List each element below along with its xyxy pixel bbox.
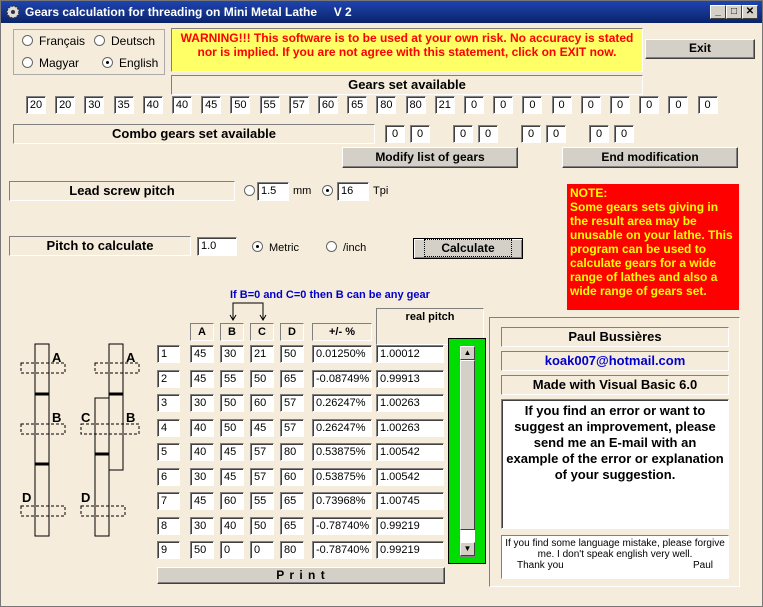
- result-cell-n[interactable]: 6: [157, 468, 180, 486]
- result-cell-d[interactable]: 65: [280, 517, 304, 535]
- result-cell-a[interactable]: 30: [190, 468, 214, 486]
- radio-dot-selected: [252, 241, 263, 252]
- gear-input[interactable]: 0: [522, 96, 542, 114]
- result-cell-pct[interactable]: 0.26247%: [312, 419, 372, 437]
- gear-input[interactable]: 65: [347, 96, 367, 114]
- diagram-label-right-c: C: [81, 410, 91, 425]
- result-cell-real[interactable]: 1.00263: [376, 394, 444, 412]
- thanks-text: Thank you: [517, 560, 564, 571]
- gear-input[interactable]: 0: [698, 96, 718, 114]
- result-cell-n[interactable]: 9: [157, 541, 180, 559]
- gears-set-label: Gears set available: [171, 75, 643, 95]
- results-scrollbar[interactable]: [459, 345, 476, 557]
- scroll-thumb[interactable]: [460, 360, 475, 530]
- radio-inch[interactable]: /inch: [326, 240, 366, 254]
- gear-input[interactable]: 0: [552, 96, 572, 114]
- result-cell-real[interactable]: 0.99219: [376, 517, 444, 535]
- result-cell-real[interactable]: 1.00012: [376, 345, 444, 363]
- result-cell-real[interactable]: 0.99913: [376, 370, 444, 388]
- gear-input[interactable]: 0: [581, 96, 601, 114]
- modify-gears-button[interactable]: Modify list of gears: [342, 147, 518, 168]
- print-button[interactable]: P r i n t: [157, 567, 445, 584]
- result-cell-d[interactable]: 60: [280, 468, 304, 486]
- radio-dot-selected: [102, 57, 113, 68]
- combo-gear-input[interactable]: 0: [614, 125, 634, 143]
- result-cell-b[interactable]: 30: [220, 345, 244, 363]
- result-cell-pct[interactable]: 0.53875%: [312, 468, 372, 486]
- diagram-label-right-d: D: [81, 490, 91, 505]
- diagram-label-right-a: A: [126, 350, 136, 365]
- scroll-down-arrow-icon[interactable]: ▼: [460, 542, 475, 556]
- result-cell-a[interactable]: 45: [190, 370, 214, 388]
- radio-dot: [244, 185, 255, 196]
- result-cell-b[interactable]: 55: [220, 370, 244, 388]
- result-cell-a[interactable]: 30: [190, 394, 214, 412]
- end-modification-button[interactable]: End modification: [562, 147, 738, 168]
- gear-input[interactable]: 35: [114, 96, 134, 114]
- diagram-label-left-a: A: [52, 350, 62, 365]
- radio-dot: [94, 35, 105, 46]
- calculate-button[interactable]: Calculate: [413, 238, 523, 259]
- pitch-calc-label: Pitch to calculate: [9, 236, 191, 256]
- result-cell-b[interactable]: 45: [220, 468, 244, 486]
- result-cell-d[interactable]: 65: [280, 492, 304, 510]
- result-cell-c[interactable]: 57: [250, 443, 274, 461]
- lead-screw-mm-input[interactable]: 1.5: [257, 182, 289, 201]
- result-cell-d[interactable]: 57: [280, 394, 304, 412]
- result-cell-b[interactable]: 40: [220, 517, 244, 535]
- author-email-link[interactable]: koak007@hotmail.com: [501, 351, 729, 371]
- result-cell-a[interactable]: 50: [190, 541, 214, 559]
- warning-text: WARNING!!! This software is to be used at your own risk. No accuracy is stated nor is implied. If you are not agree with this statement, click on EXIT now.: [171, 28, 643, 72]
- combo-gear-input[interactable]: 0: [385, 125, 405, 143]
- result-cell-real[interactable]: 1.00745: [376, 492, 444, 510]
- note-title: NOTE:: [570, 186, 608, 200]
- gear-input[interactable]: 0: [493, 96, 513, 114]
- combo-gear-input[interactable]: 0: [410, 125, 430, 143]
- result-cell-c[interactable]: 50: [250, 370, 274, 388]
- result-cell-pct[interactable]: -0.78740%: [312, 541, 372, 559]
- gear-input[interactable]: 0: [639, 96, 659, 114]
- result-cell-pct[interactable]: 0.53875%: [312, 443, 372, 461]
- result-cell-c[interactable]: 50: [250, 517, 274, 535]
- result-cell-b[interactable]: 50: [220, 419, 244, 437]
- gear-input[interactable]: 60: [318, 96, 338, 114]
- col-d-header: D: [280, 323, 304, 341]
- gear-input[interactable]: 20: [26, 96, 46, 114]
- lead-screw-label: Lead screw pitch: [9, 181, 235, 201]
- combo-gear-input[interactable]: 0: [589, 125, 609, 143]
- result-cell-n[interactable]: 5: [157, 443, 180, 461]
- real-pitch-header: real pitch: [376, 308, 484, 345]
- result-cell-d[interactable]: 50: [280, 345, 304, 363]
- diagram-label-left-d: D: [22, 490, 32, 505]
- lead-screw-tpi-input[interactable]: 16: [337, 182, 369, 201]
- window-title: Gears calculation for threading on Mini Metal Lathe V 2: [25, 5, 352, 19]
- gear-app-icon: [5, 4, 21, 20]
- result-cell-real[interactable]: 1.00542: [376, 443, 444, 461]
- diagram-label-left-b: B: [52, 410, 62, 425]
- note-text: Some gears sets giving in the result area may be unusable on your lathe. This program can be used to calculate gears for a wide range of lathes and also a wide range of gears set.: [570, 200, 733, 298]
- combo-gear-input[interactable]: 0: [478, 125, 498, 143]
- exit-button[interactable]: Exit: [645, 39, 755, 59]
- result-cell-n[interactable]: 2: [157, 370, 180, 388]
- gear-input[interactable]: 0: [464, 96, 484, 114]
- result-cell-n[interactable]: 1: [157, 345, 180, 363]
- result-cell-a[interactable]: 40: [190, 419, 214, 437]
- gear-input[interactable]: 55: [260, 96, 280, 114]
- pitch-value-input[interactable]: 1.0: [197, 237, 237, 256]
- gear-input[interactable]: 50: [230, 96, 250, 114]
- result-cell-real[interactable]: 0.99219: [376, 541, 444, 559]
- col-a-header: A: [190, 323, 214, 341]
- result-cell-c[interactable]: 21: [250, 345, 274, 363]
- signature-text: Paul: [692, 560, 713, 571]
- result-cell-pct[interactable]: 0.73968%: [312, 492, 372, 510]
- minimize-button[interactable]: _: [710, 5, 726, 19]
- radio-deutsch[interactable]: Deutsch: [94, 34, 155, 48]
- result-cell-c[interactable]: 0: [250, 541, 274, 559]
- tpi-unit-label: Tpi: [373, 185, 389, 197]
- gear-input[interactable]: 30: [84, 96, 104, 114]
- result-cell-a[interactable]: 45: [190, 345, 214, 363]
- title-bar: [1, 1, 762, 23]
- result-cell-pct[interactable]: -0.08749%: [312, 370, 372, 388]
- col-c-header: C: [250, 323, 274, 341]
- radio-dot-selected: [322, 185, 333, 196]
- col-pct-header: +/- %: [312, 323, 372, 341]
- result-cell-a[interactable]: 45: [190, 492, 214, 510]
- gear-input[interactable]: 0: [668, 96, 688, 114]
- radio-magyar[interactable]: Magyar: [22, 56, 79, 70]
- gear-input[interactable]: 40: [172, 96, 192, 114]
- radio-dot: [22, 57, 33, 68]
- result-cell-d[interactable]: 80: [280, 443, 304, 461]
- feedback-message: If you find an error or want to suggest an improvement, please send me an E-mail with an example of the error or explanation of your suggestion.: [501, 399, 729, 529]
- result-cell-pct[interactable]: 0.26247%: [312, 394, 372, 412]
- combo-gear-input[interactable]: 0: [453, 125, 473, 143]
- made-with-label: Made with Visual Basic 6.0: [501, 375, 729, 395]
- result-cell-a[interactable]: 40: [190, 443, 214, 461]
- result-cell-b[interactable]: 60: [220, 492, 244, 510]
- note-box: [567, 184, 739, 310]
- result-cell-d[interactable]: 80: [280, 541, 304, 559]
- radio-francais[interactable]: Français: [22, 34, 85, 48]
- result-cell-b[interactable]: 45: [220, 443, 244, 461]
- result-cell-n[interactable]: 7: [157, 492, 180, 510]
- hint-text: If B=0 and C=0 then B can be any gear: [230, 289, 430, 301]
- radio-metric[interactable]: Metric: [252, 240, 299, 254]
- language-note-box: [501, 535, 729, 579]
- combo-gear-input[interactable]: 0: [546, 125, 566, 143]
- result-cell-c[interactable]: 57: [250, 468, 274, 486]
- combo-gears-label: Combo gears set available: [13, 124, 375, 144]
- result-cell-d[interactable]: 65: [280, 370, 304, 388]
- radio-dot: [22, 35, 33, 46]
- gear-input[interactable]: 21: [435, 96, 455, 114]
- gear-input[interactable]: 20: [55, 96, 75, 114]
- mm-unit-label: mm: [293, 185, 312, 197]
- result-cell-c[interactable]: 60: [250, 394, 274, 412]
- result-cell-a[interactable]: 30: [190, 517, 214, 535]
- result-cell-pct[interactable]: -0.78740%: [312, 517, 372, 535]
- diagram-label-right-b: B: [126, 410, 136, 425]
- results-scroll-panel: [448, 338, 486, 564]
- result-cell-c[interactable]: 45: [250, 419, 274, 437]
- gear-input[interactable]: 80: [406, 96, 426, 114]
- signature-row: [505, 560, 725, 571]
- gear-input[interactable]: 80: [376, 96, 396, 114]
- result-cell-n[interactable]: 8: [157, 517, 180, 535]
- scroll-track[interactable]: [460, 530, 475, 542]
- result-cell-d[interactable]: 57: [280, 419, 304, 437]
- gear-input[interactable]: 45: [201, 96, 221, 114]
- gear-input[interactable]: 40: [143, 96, 163, 114]
- combo-gear-input[interactable]: 0: [521, 125, 541, 143]
- result-cell-pct[interactable]: 0.01250%: [312, 345, 372, 363]
- radio-dot: [326, 241, 337, 252]
- gear-input[interactable]: 0: [610, 96, 630, 114]
- result-cell-real[interactable]: 1.00263: [376, 419, 444, 437]
- result-cell-n[interactable]: 4: [157, 419, 180, 437]
- result-cell-n[interactable]: 3: [157, 394, 180, 412]
- result-cell-real[interactable]: 1.00542: [376, 468, 444, 486]
- gear-input[interactable]: 57: [289, 96, 309, 114]
- radio-english[interactable]: English: [102, 56, 158, 70]
- maximize-button[interactable]: □: [726, 5, 742, 19]
- language-note: If you find some language mistake, please forgive me. I don't speak english very well.: [505, 538, 725, 560]
- close-button[interactable]: ✕: [742, 5, 758, 19]
- bc-arrows-icon: [225, 299, 275, 323]
- col-b-header: B: [220, 323, 244, 341]
- result-cell-b[interactable]: 50: [220, 394, 244, 412]
- scroll-up-arrow-icon[interactable]: ▲: [460, 346, 475, 360]
- result-cell-c[interactable]: 55: [250, 492, 274, 510]
- gear-train-diagram: [15, 336, 145, 546]
- author-name: Paul Bussières: [501, 327, 729, 347]
- result-cell-b[interactable]: 0: [220, 541, 244, 559]
